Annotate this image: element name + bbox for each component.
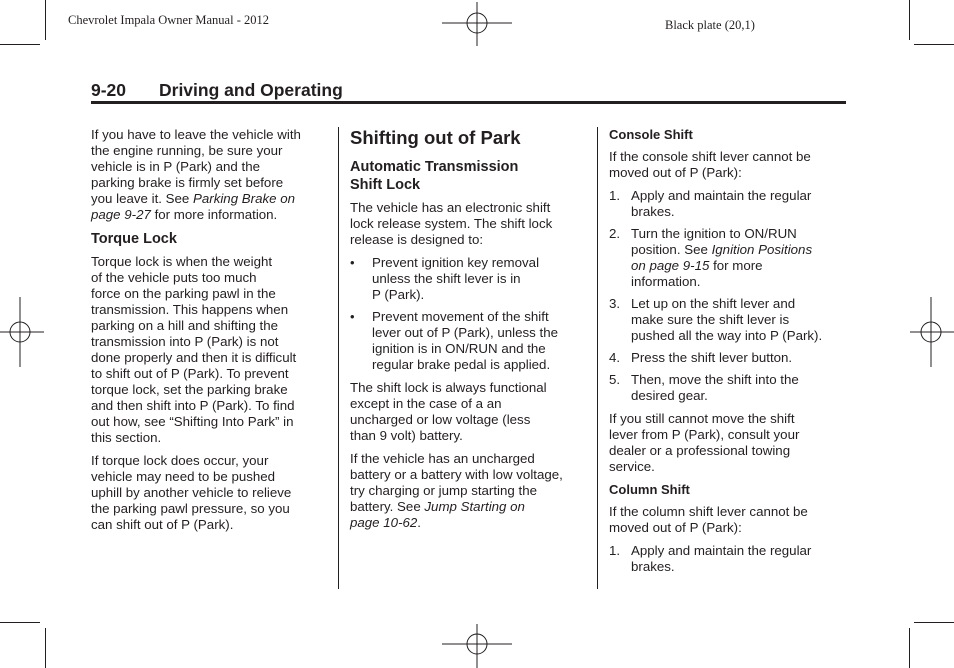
list-item [609,350,845,366]
registration-mark-icon [442,2,512,48]
text-line: If the column shift lever cannot be [609,504,808,519]
text-line [91,191,327,207]
text-line: torque lock, set the parking brake [91,382,288,397]
text-line [350,499,588,515]
cross-reference-link[interactable]: page 9-27 [91,207,151,222]
text-line: P (Park). [372,287,425,302]
text-line: uncharged or low voltage (less [350,412,531,427]
text-span: for more information. [150,207,278,222]
text-span: battery. See [350,499,425,514]
text-line: Then, move the shift into the [631,372,799,387]
text-line: except in the case of a an [350,396,502,411]
paragraph [350,200,588,248]
crop-mark [914,622,954,623]
text-line: lever from P (Park), consult your [609,427,800,442]
subsection-heading [350,158,588,194]
heading-line: Shift Lock [350,177,421,193]
text-line [631,258,845,274]
header-rule [91,101,846,104]
text-span: you leave it. See [91,191,194,206]
text-line: the engine running, be sure your [91,143,283,158]
text-line: unless the shift lever is in [372,271,521,286]
text-line: regular brake pedal is applied. [372,357,551,372]
bullet-icon: • [350,309,355,324]
crop-mark [0,44,40,45]
text-line: moved out of P (Park): [609,165,742,180]
text-line: Turn the ignition to ON/RUN [631,226,797,241]
numbered-list [609,188,845,404]
cross-reference-link[interactable]: Ignition Positions [711,242,813,257]
text-line: vehicle may need to be pushed [91,469,276,484]
text-line: of the vehicle puts too much [91,270,257,285]
cross-reference-link[interactable]: Parking Brake on [193,191,296,206]
text-line: to shift out of P (Park). To prevent [91,366,289,381]
subsection-heading: Torque Lock [91,231,177,247]
step-number: 5. [609,372,621,387]
text-line: parking on a hill and shifting the [91,318,279,333]
text-line: The vehicle has an electronic shift [350,200,551,215]
paragraph [350,380,588,444]
step-number: 3. [609,296,621,311]
text-line: uphill by another vehicle to relieve [91,485,292,500]
text-line: If you have to leave the vehicle with [91,127,301,142]
cross-reference-link[interactable]: on page 9-15 [631,258,710,273]
section-title: Driving and Operating [159,80,343,100]
text-line: force on the parking pawl in the [91,286,276,301]
text-line: Torque lock is when the weight [91,254,273,269]
text-span: position. See [631,242,712,257]
text-line: than 9 volt) battery. [350,428,463,443]
paragraph [609,149,845,181]
bullet-list [350,255,588,373]
text-line: Prevent movement of the shift [372,309,549,324]
text-line [91,207,327,223]
paragraph [609,411,845,475]
text-line: this section. [91,430,162,445]
column-divider [338,127,339,589]
text-line: done properly and then it is difficult [91,350,297,365]
text-line: parking brake is firmly set before [91,175,284,190]
text-line: lever out of P (Park), unless the [372,325,559,340]
text-line: desired gear. [631,388,708,403]
crop-mark [45,628,46,668]
list-item [609,226,845,290]
text-line: pushed all the way into P (Park). [631,328,823,343]
text-line: brakes. [631,559,675,574]
subsection-heading: Console Shift [609,127,693,142]
column-2 [350,127,588,538]
text-line: If the vehicle has an uncharged [350,451,535,466]
section-heading: Shifting out of Park [350,127,521,148]
step-number: 1. [609,543,621,558]
paragraph [91,127,327,223]
step-number: 4. [609,350,621,365]
crop-mark [909,628,910,668]
text-line: If the console shift lever cannot be [609,149,811,164]
text-line: out how, see “Shifting Into Park” in [91,414,294,429]
column-3 [609,127,845,582]
text-line: Press the shift lever button. [631,350,793,365]
crop-mark [909,0,910,40]
text-line: The shift lock is always functional [350,380,547,395]
column-divider [597,127,598,589]
list-item [350,255,588,303]
step-number: 1. [609,188,621,203]
text-line: ignition is in ON/RUN and the [372,341,546,356]
page-number: 9-20 [91,80,127,100]
text-line: dealer or a professional towing [609,443,791,458]
heading-line: Automatic Transmission [350,159,519,175]
cross-reference-link[interactable]: Jump Starting on [424,499,525,514]
text-span: . [417,515,421,530]
column-1 [91,127,327,540]
text-line [631,242,845,258]
paragraph [91,254,327,446]
text-line: If torque lock does occur, your [91,453,269,468]
text-line: and then shift into P (Park). To find [91,398,295,413]
text-line: information. [631,274,701,289]
registration-mark-icon [908,297,954,367]
list-item [350,309,588,373]
text-span: for more [709,258,763,273]
text-line: service. [609,459,655,474]
running-header-right: Black plate (20,1) [665,18,755,32]
list-item [609,296,845,344]
text-line: the parking pawl pressure, so you [91,501,290,516]
text-line: If you still cannot move the shift [609,411,795,426]
text-line: lock release system. The shift lock [350,216,553,231]
text-line: try charging or jump starting the [350,483,537,498]
paragraph [609,504,845,536]
list-item [609,372,845,404]
numbered-list [609,543,845,575]
registration-mark-icon [0,297,46,367]
text-line: can shift out of P (Park). [91,517,234,532]
crop-mark [0,622,40,623]
text-line: transmission. This happens when [91,302,289,317]
running-header-left: Chevrolet Impala Owner Manual - 2012 [68,13,269,27]
registration-mark-icon [442,622,512,668]
text-line: Apply and maintain the regular [631,188,812,203]
text-line: moved out of P (Park): [609,520,742,535]
crop-mark [45,0,46,40]
text-line: Let up on the shift lever and [631,296,796,311]
list-item [609,543,845,575]
cross-reference-link[interactable]: page 10-62 [350,515,418,530]
text-line: make sure the shift lever is [631,312,790,327]
crop-mark [914,44,954,45]
text-line: release is designed to: [350,232,484,247]
text-line [350,515,588,531]
step-number: 2. [609,226,621,241]
text-line: Apply and maintain the regular [631,543,812,558]
text-line: vehicle is in P (Park) and the [91,159,261,174]
text-line: battery or a battery with low voltage, [350,467,563,482]
bullet-icon: • [350,255,355,270]
list-item [609,188,845,220]
paragraph [91,453,327,533]
text-line: brakes. [631,204,675,219]
subsection-heading: Column Shift [609,482,690,497]
paragraph [350,451,588,531]
section-header [91,80,846,102]
text-line: transmission into P (Park) is not [91,334,279,349]
text-line: Prevent ignition key removal [372,255,540,270]
